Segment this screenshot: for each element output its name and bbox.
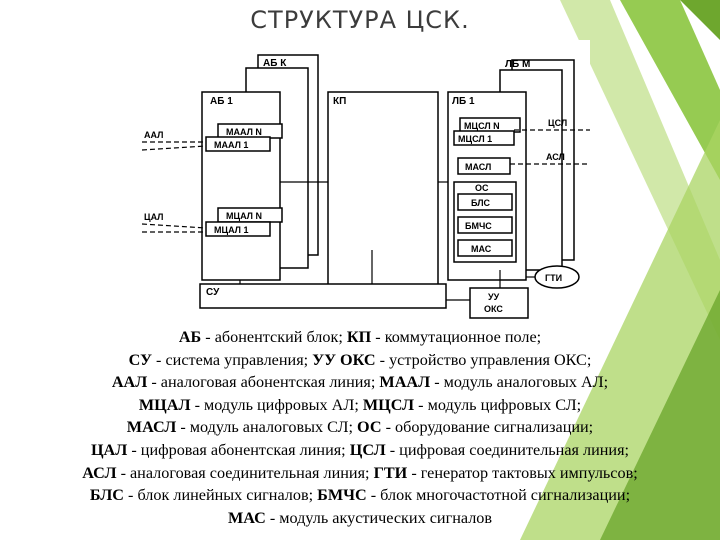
legend-desc: - блок многочастотной сигнализации;: [366, 486, 631, 505]
legend-line: [0, 439, 720, 462]
label-aal: ААЛ: [144, 130, 164, 140]
label-csl: ЦСЛ: [548, 118, 568, 128]
label-mcal-n: МЦАЛ N: [226, 211, 262, 221]
legend-desc: - оборудование сигнализации;: [381, 418, 594, 437]
legend-abbr: БЛС: [89, 486, 124, 505]
label-maal-n: МААЛ N: [226, 127, 262, 137]
legend-desc: - модуль акустических сигналов: [265, 508, 493, 527]
legend-abbr: МЦАЛ: [138, 395, 191, 414]
legend-desc: - коммутационное поле;: [371, 328, 542, 346]
label-abk: АБ К: [263, 58, 287, 69]
label-masl: МАСЛ: [465, 162, 492, 172]
legend-desc: - система управления;: [152, 350, 313, 369]
legend-desc: - блок линейных сигналов;: [123, 486, 318, 505]
legend-line: [0, 484, 720, 507]
legend-abbr: АСЛ: [82, 463, 117, 482]
label-ab1: АБ 1: [210, 96, 233, 107]
legend-desc: - абонентский блок;: [201, 328, 347, 346]
legend-abbr: МЦСЛ: [362, 395, 415, 414]
label-maal-1: МААЛ 1: [214, 140, 249, 150]
block-su: [200, 284, 446, 308]
legend-abbr: МАСЛ: [126, 418, 177, 437]
legend-line: [0, 371, 720, 394]
legend-desc: - аналоговая абонентская линия;: [147, 373, 380, 392]
legend-line: [0, 349, 720, 372]
legend-abbr: АБ: [178, 328, 202, 346]
legend-abbr: ЦАЛ: [90, 440, 128, 459]
legend-abbr: ОС: [357, 418, 382, 437]
legend-desc: - цифровая абонентская линия;: [127, 440, 350, 459]
label-os: ОС: [475, 183, 489, 193]
legend-desc: - генератор тактовых импульсов;: [407, 463, 638, 482]
legend-abbr: КП: [346, 328, 372, 346]
legend-desc: - устройство управления ОКС;: [375, 350, 592, 369]
legend-line: [0, 416, 720, 439]
legend-desc: - модуль цифровых СЛ;: [414, 395, 582, 414]
legend-abbr: ЦСЛ: [349, 440, 386, 459]
label-cal: ЦАЛ: [144, 212, 164, 222]
block-ab1: [202, 92, 280, 280]
legend-abbr: УУ ОКС: [312, 350, 376, 369]
label-bmchs: БМЧС: [465, 221, 492, 231]
label-mas: МАС: [471, 244, 492, 254]
block-kp: [328, 92, 438, 286]
label-asl: АСЛ: [546, 152, 565, 162]
label-mcsl-n: МЦСЛ N: [464, 121, 500, 131]
legend-abbr: ГТИ: [373, 463, 408, 482]
label-mcal-1: МЦАЛ 1: [214, 225, 249, 235]
label-su: СУ: [206, 287, 220, 298]
label-gti: ГТИ: [545, 273, 563, 283]
legend: [0, 326, 720, 529]
label-uu: УУ: [488, 292, 500, 302]
label-mcsl-1: МЦСЛ 1: [458, 134, 493, 144]
legend-abbr: МАС: [227, 508, 266, 527]
label-oks: ОКС: [484, 304, 503, 314]
legend-desc: - цифровая соединительная линия;: [385, 440, 630, 459]
legend-line: [0, 326, 720, 349]
legend-desc: - аналоговая соединительная линия;: [116, 463, 374, 482]
legend-desc: - модуль аналоговых АЛ;: [430, 373, 609, 392]
legend-line: [0, 507, 720, 530]
legend-abbr: СУ: [128, 350, 152, 369]
label-lb1: ЛБ 1: [452, 96, 475, 107]
legend-desc: - модуль цифровых АЛ;: [190, 395, 363, 414]
slide-title: СТРУКТУРА ЦСК.: [250, 6, 470, 34]
legend-desc: - модуль аналоговых СЛ;: [176, 418, 358, 437]
legend-abbr: ААЛ: [111, 373, 148, 392]
label-lbm: ЛБ М: [505, 59, 531, 70]
label-kp: КП: [333, 96, 347, 107]
legend-line: [0, 462, 720, 485]
legend-abbr: МААЛ: [379, 373, 431, 392]
legend-abbr: БМЧС: [317, 486, 367, 505]
label-bls: БЛС: [471, 198, 491, 208]
legend-line: [0, 394, 720, 417]
